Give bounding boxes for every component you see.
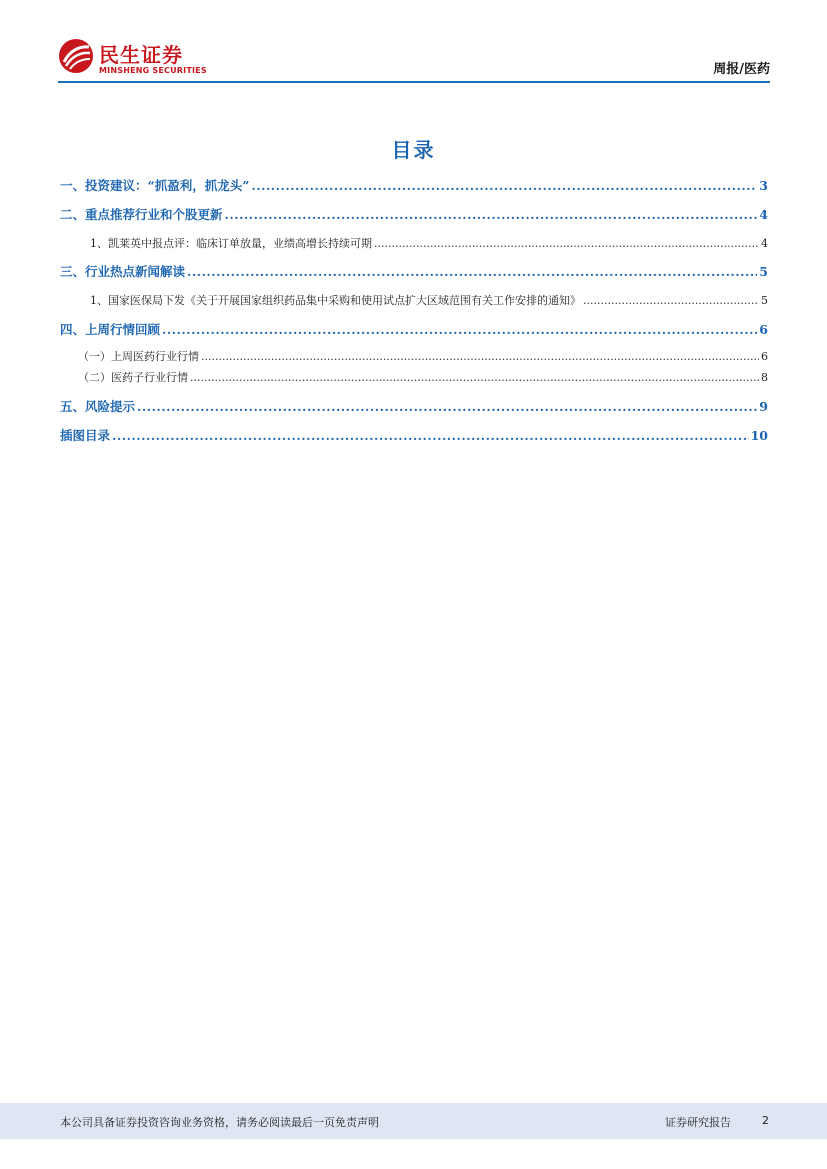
toc-entry[interactable] [60,205,768,223]
toc-entry-page: 8 [761,371,768,384]
toc-leader-dots [190,371,759,384]
toc-entry-label: 1、凯莱英中报点评：临床订单放量，业绩高增长持续可期 [90,237,372,250]
toc-entry[interactable] [90,292,768,308]
toc-entry[interactable] [78,369,768,385]
toc-leader-dots [187,264,757,279]
toc-entry-page: 5 [759,264,768,279]
toc-entry[interactable] [78,348,768,364]
toc-entry[interactable] [60,426,768,444]
toc-entry-page: 5 [761,294,768,307]
toc-leader-dots [137,399,757,414]
toc-leader-dots [583,294,759,307]
logo-english-name: MINSHENG SECURITIES [99,66,207,75]
toc-title: 目录 [391,138,436,162]
toc-entry-label: 二、重点推荐行业和个股更新 [60,207,223,222]
toc-leader-dots [112,428,749,443]
toc-entry-page: 6 [761,350,768,363]
footer-disclaimer: 本公司具备证券投资咨询业务资格，请务必阅读最后一页免责声明 [60,1116,379,1129]
toc-entry-label: 三、行业热点新闻解读 [60,264,186,279]
toc-entry-label: 五、风险提示 [60,399,136,414]
toc-entry-label: 1、国家医保局下发《关于开展国家组织药品集中采购和使用试点扩大区域范围有关工作安排的通知》 [90,294,581,307]
toc-entry-label: （二）医药子行业行情 [78,371,188,384]
toc-entry[interactable] [60,262,768,280]
toc-leader-dots [251,178,757,193]
footer-doc-type: 证券研究报告 [665,1116,731,1129]
page-footer [0,1103,827,1139]
logo-chinese-name: 民生证券 [99,43,183,67]
report-section-label: 周报/医药 [713,62,770,77]
toc-entry-page: 6 [759,322,768,337]
minsheng-logo [58,38,208,78]
toc-entry[interactable] [60,176,768,194]
toc-entry-page: 9 [759,399,768,414]
toc-entry-label: 四、上周行情回顾 [60,322,161,337]
toc-entry-page: 10 [750,428,768,443]
footer-page-number: 2 [762,1114,769,1127]
toc-entry-page: 3 [759,178,768,193]
toc-entry-page: 4 [759,207,768,222]
toc-entry-label: 一、投资建议：“抓盈利，抓龙头” [60,178,250,193]
header-divider [58,81,770,83]
toc-entry[interactable] [60,320,768,338]
toc-leader-dots [201,350,759,363]
toc-leader-dots [225,207,758,222]
toc-entry-label: 插图目录 [60,428,111,443]
toc-leader-dots [162,322,757,337]
toc-entry[interactable] [90,235,768,251]
toc-entry[interactable] [60,397,768,415]
toc-entry-label: （一）上周医药行业行情 [78,350,199,363]
minsheng-logo-icon [58,38,94,74]
toc-entry-page: 4 [761,237,768,250]
toc-leader-dots [374,237,759,250]
page-header [58,36,770,82]
